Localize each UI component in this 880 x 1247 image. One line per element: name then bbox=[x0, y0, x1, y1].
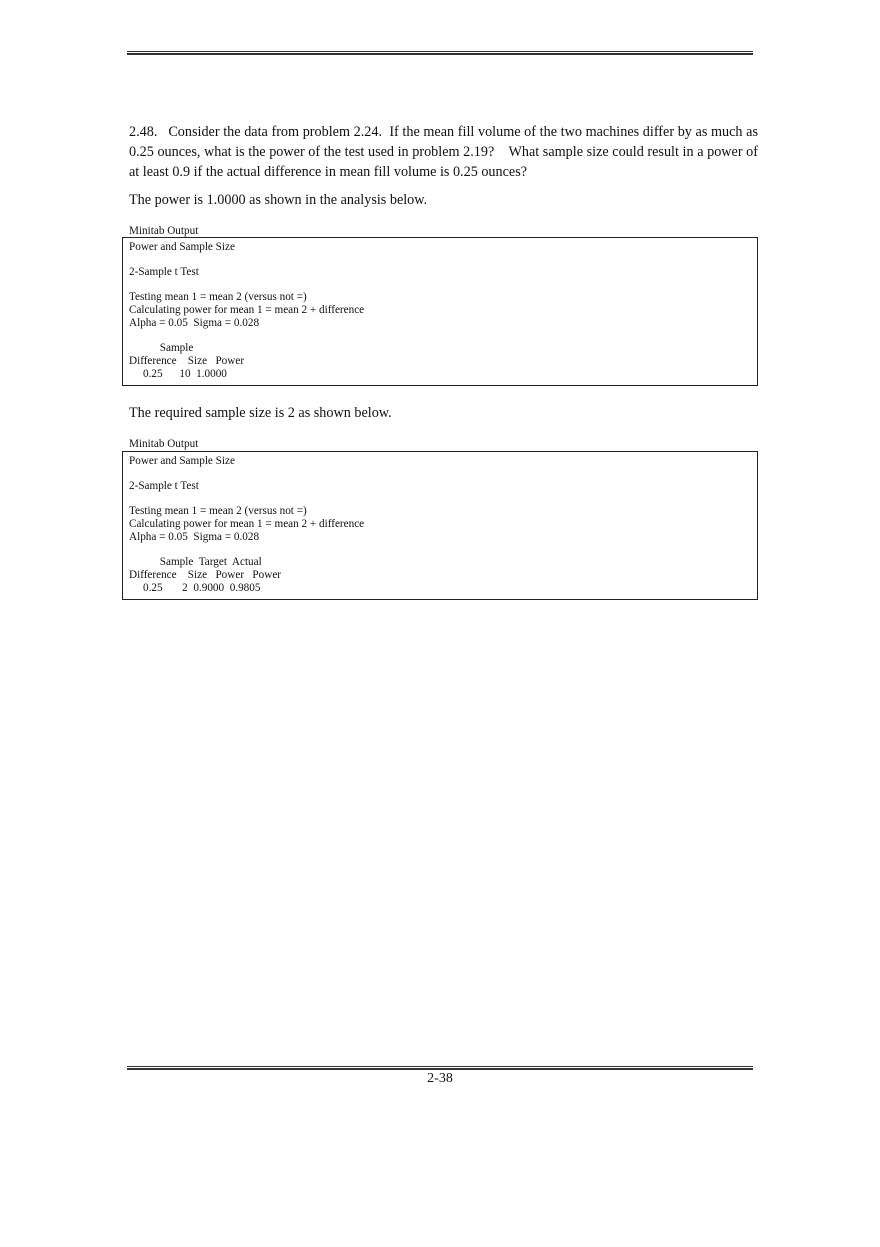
header-rule bbox=[127, 51, 753, 55]
output-testing-line: Testing mean 1 = mean 2 (versus not =) bbox=[129, 291, 307, 303]
minitab-caption-2: Minitab Output bbox=[129, 438, 199, 450]
minitab-caption-1: Minitab Output bbox=[129, 225, 199, 237]
output-table-row: 0.25 2 0.9000 0.9805 bbox=[129, 582, 261, 594]
page-number: 2-38 bbox=[427, 1071, 453, 1086]
answer-sample-size: The required sample size is 2 as shown below. bbox=[129, 405, 392, 421]
output-table-header-1: Sample Target Actual bbox=[129, 556, 262, 568]
output-table-header-2: Difference Size Power Power bbox=[129, 569, 282, 581]
minitab-output-box-2 bbox=[122, 451, 758, 600]
output-params-line: Alpha = 0.05 Sigma = 0.028 bbox=[129, 317, 260, 329]
output-params-line: Alpha = 0.05 Sigma = 0.028 bbox=[129, 531, 260, 543]
output-table-row: 0.25 10 1.0000 bbox=[129, 368, 227, 380]
output-title: Power and Sample Size bbox=[129, 455, 235, 467]
output-testing-line: Testing mean 1 = mean 2 (versus not =) bbox=[129, 505, 307, 517]
answer-power: The power is 1.0000 as shown in the analysis below. bbox=[129, 192, 428, 208]
output-title: Power and Sample Size bbox=[129, 241, 235, 253]
output-table-header-2: Difference Size Power bbox=[129, 355, 245, 367]
output-calculating-line: Calculating power for mean 1 = mean 2 + difference bbox=[129, 304, 365, 316]
output-test-name: 2-Sample t Test bbox=[129, 480, 199, 492]
problem-statement: 2.48. Consider the data from problem 2.24. If the mean fill volume of the two machines differ by as much as 0.25 ounces, what is the power of the test used in problem 2.19? What sample size could result in a power of at least 0.9 if the actual difference in mean fill volume is 0.25 ounces? bbox=[129, 124, 758, 180]
output-table-header-1: Sample bbox=[129, 342, 194, 354]
output-calculating-line: Calculating power for mean 1 = mean 2 + difference bbox=[129, 518, 365, 530]
output-test-name: 2-Sample t Test bbox=[129, 266, 199, 278]
minitab-output-box-1 bbox=[122, 237, 758, 386]
